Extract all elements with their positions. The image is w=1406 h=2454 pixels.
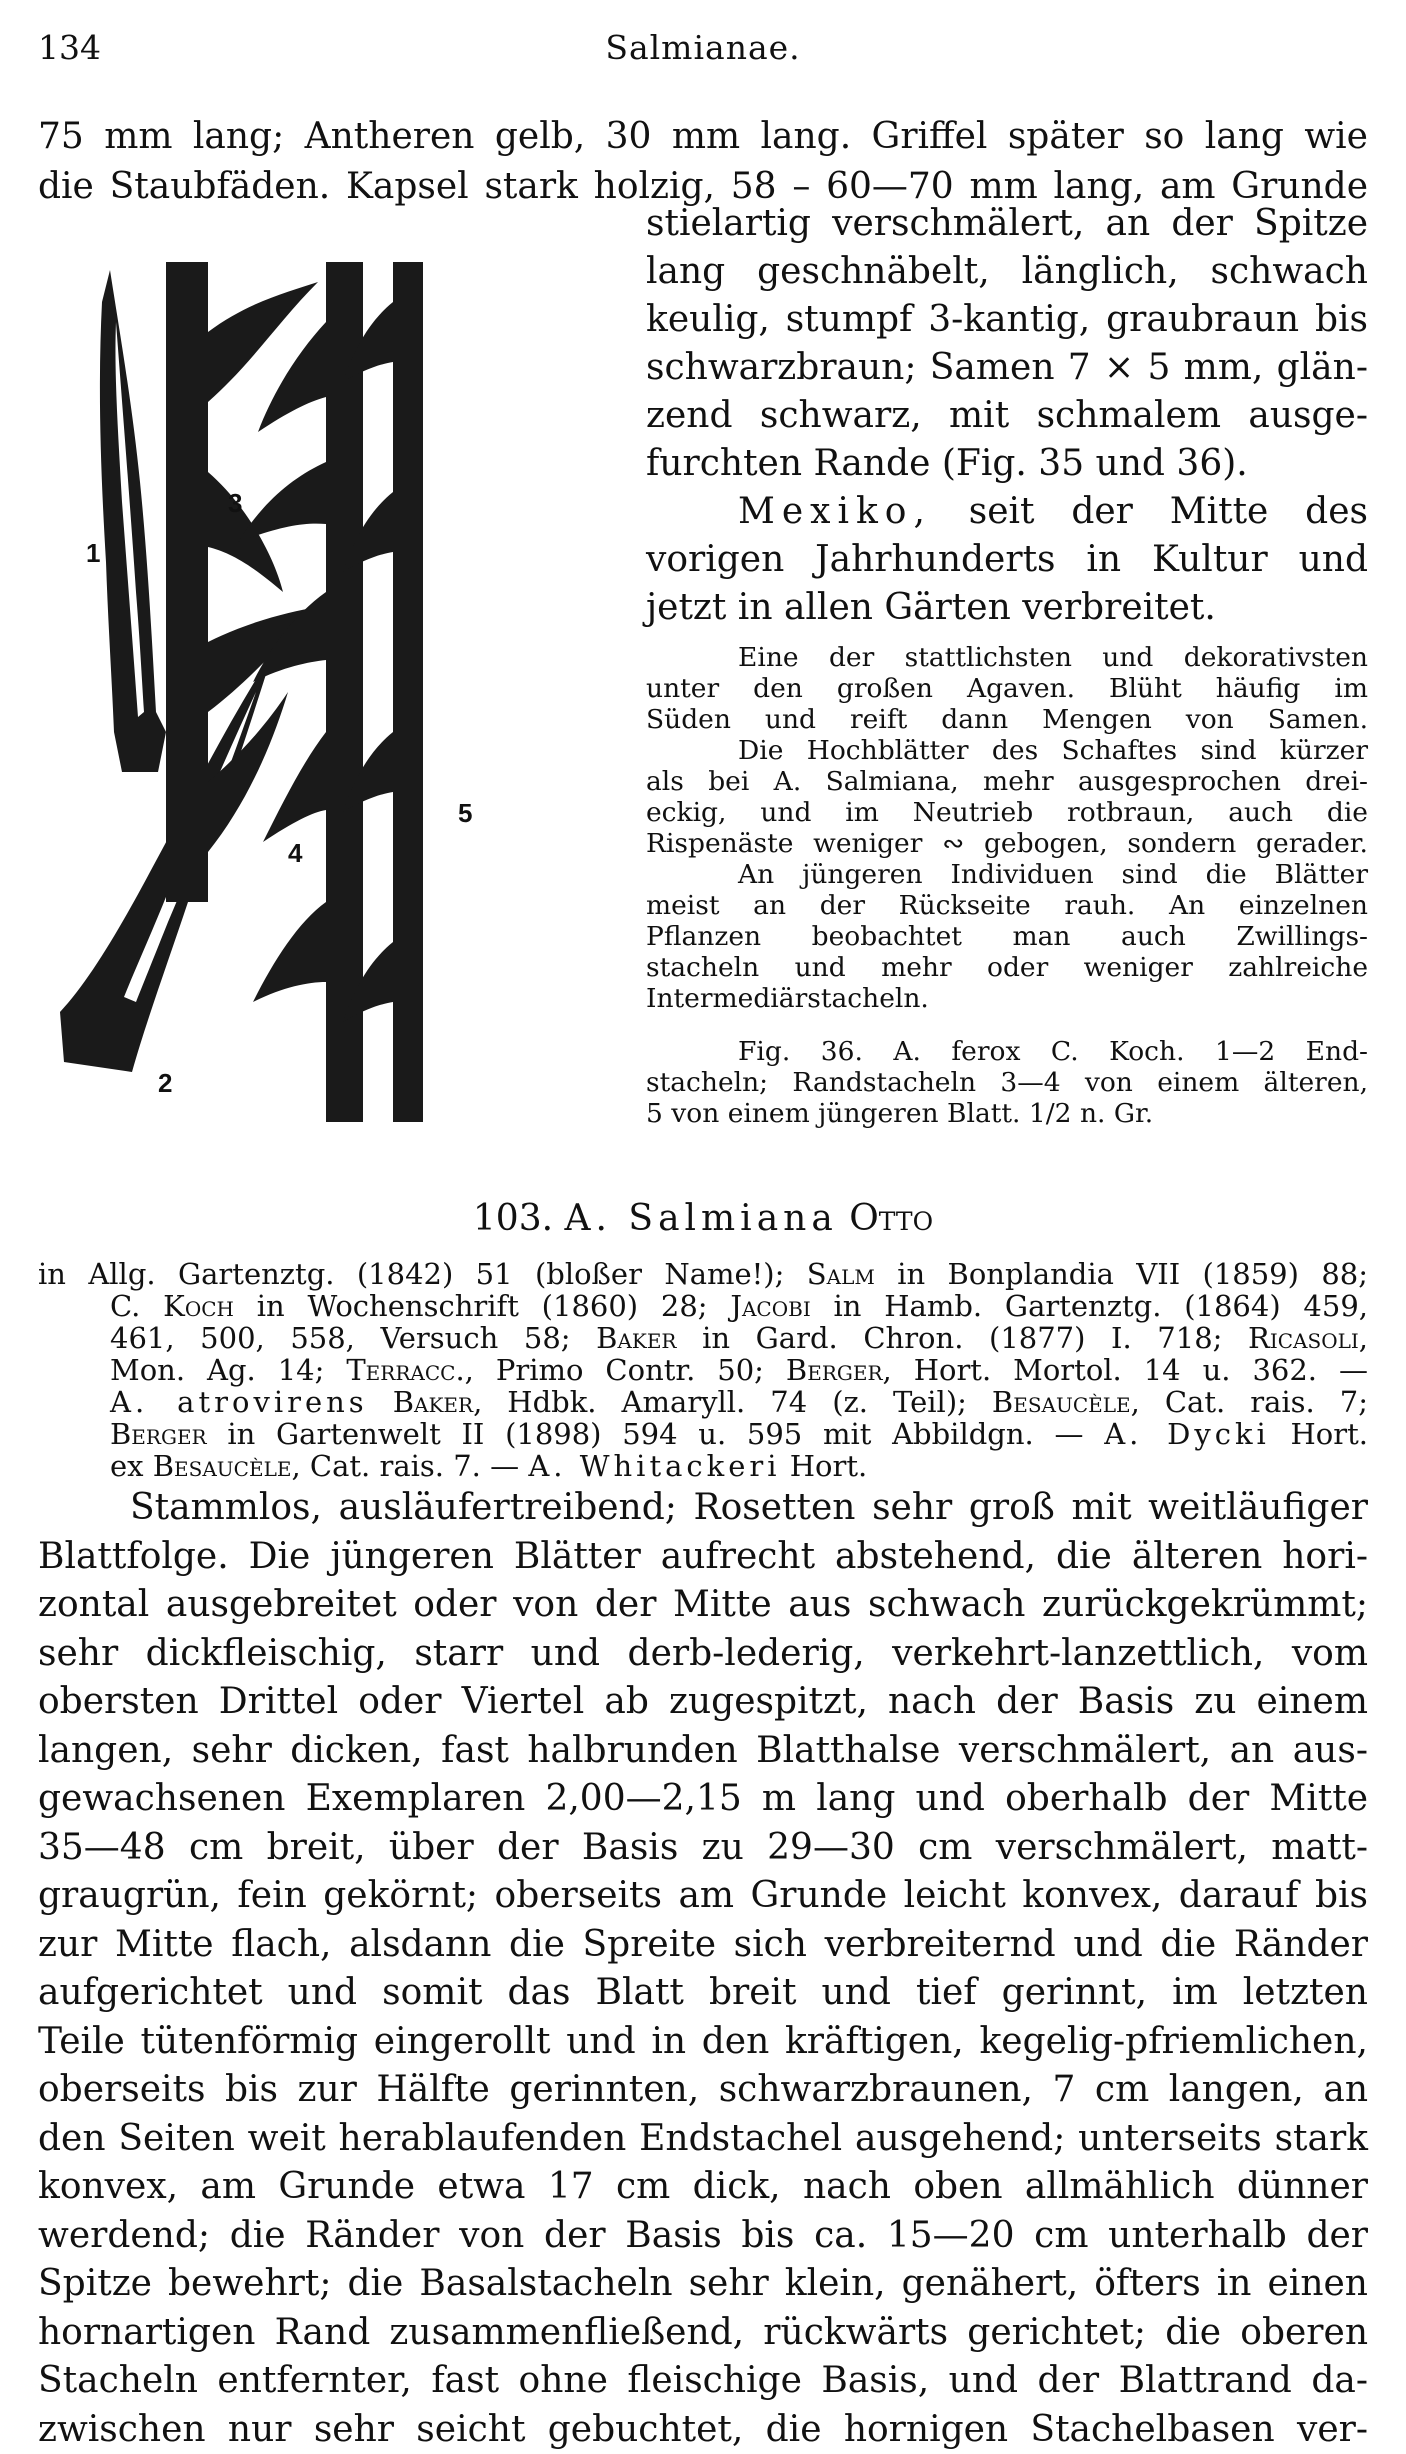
marginal-spine-4a [258,322,326,432]
text-line: Intermediärstacheln. [646,983,1368,1014]
reference-line: Mon. Ag. 14; Terracc., Primo Contr. 50; Berger, Hort. Mortol. 14 u. 362. — [38,1354,1368,1386]
text-line: graugrün, fein gekörnt; oberseits am Grunde leicht konvex, darauf bis [38,1872,1368,1921]
text-line: Rispenäste weniger ∾ gebogen, sondern gerader. [646,828,1368,859]
reference-line: Berger in Gartenwelt II (1898) 594 u. 595 mit Abbildgn. — A. Dycki Hort. [38,1418,1368,1450]
author-name: Berger [786,1353,883,1387]
distribution-paragraph [646,488,1368,632]
agave-spine-figure [58,262,603,1132]
running-head [38,28,1368,78]
text-line: sehr dickfleischig, starr und derb-lederig, verkehrt-lanzettlich, vom [38,1630,1368,1679]
notes-paragraph-1 [646,642,1368,735]
intro-text [38,112,1368,212]
distribution-region: Mexiko, [738,491,932,532]
author-name: Terracc. [346,1353,464,1387]
text-line: zontal ausgebreitet oder von der Mitte aus schwach zurückgekrümmt; [38,1581,1368,1630]
text-line: Die Hochblätter des Schaftes sind kürzer [646,735,1368,766]
text-line: werdend; die Ränder von der Basis bis ca. 15—20 cm unterhalb der [38,2212,1368,2261]
main-description [38,1484,1368,2454]
references [38,1258,1368,1482]
marginal-spine-4b [238,462,326,542]
text-line: zur Mitte flach, alsdann die Spreite sich verbreiternd und die Ränder [38,1921,1368,1970]
reference-line: C. Koch in Wochenschrift (1860) 28; Jacobi in Hamb. Gartenztg. (1864) 459, [38,1290,1368,1322]
text-line: zend schwarz, mit schmalem ausge- [646,392,1368,440]
text-line: Stammlos, ausläufertreibend; Rosetten sehr groß mit weitläufiger [38,1484,1368,1533]
text-line: Fig. 36. A. ferox C. Koch. 1—2 End- [646,1036,1368,1067]
text-line: Spitze bewehrt; die Basalstacheln sehr klein, genähert, öfters in einen [38,2260,1368,2309]
text-line: zwischen nur sehr seicht gebuchtet, die hornigen Stachelbasen ver- [38,2406,1368,2454]
synonym-name: A. Dycki [1104,1417,1270,1451]
text-line: lang geschnäbelt, länglich, schwach [646,248,1368,296]
figure-caption [646,1036,1368,1129]
text-line: obersten Drittel oder Viertel ab zugespitzt, nach der Basis zu einem [38,1678,1368,1727]
text-line: vorigen Jahrhunderts in Kultur und [646,536,1368,584]
text-line: hornartigen Rand zusammenfließend, rückwärts gerichtet; die oberen [38,2309,1368,2358]
text-line: langen, sehr dicken, fast halbrunden Blatthalse verschmälert, an aus- [38,1727,1368,1776]
text-line: den Seiten weit herablaufenden Endstachel ausgehend; unterseits stark [38,2115,1368,2164]
text-line: die Staubfäden. Kapsel stark holzig, 58 – 60—70 mm lang, am Grunde [38,162,1368,212]
text-line: Blattfolge. Die jüngeren Blätter aufrecht abstehend, die älteren hori- [38,1533,1368,1582]
author-name: Ricasoli [1248,1321,1359,1355]
text-line: eckig, und im Neutrieb rotbraun, auch die [646,797,1368,828]
author-name: Koch [163,1289,234,1323]
figure-label-3: 3 [228,488,242,518]
reference-line: in Allg. Gartenztg. (1842) 51 (bloßer Name!); Salm in Bonplandia VII (1859) 88; [38,1258,1368,1290]
reference-line: ex Besaucèle, Cat. rais. 7. — A. Whitackeri Hort. [38,1450,1368,1482]
capsule-description [646,200,1368,488]
terminal-spine-1 [100,270,166,772]
marginal-spine-4d [263,732,326,842]
marginal-spine-strip-5 [393,262,423,1122]
text-line: Eine der stattlichsten und dekorativsten [646,642,1368,673]
text-line: 75 mm lang; Antheren gelb, 30 mm lang. Griffel später so lang wie [38,112,1368,162]
text-line: meist an der Rückseite rauh. An einzelnen [646,890,1368,921]
running-title: Salmianae. [38,28,1368,67]
text-line: konvex, am Grunde etwa 17 cm dick, nach oben allmählich dünner [38,2163,1368,2212]
reference-line: A. atrovirens Baker, Hdbk. Amaryll. 74 (z. Teil); Besaucèle, Cat. rais. 7; [38,1386,1368,1418]
author-name: Besaucèle [153,1449,292,1483]
author-name: Baker [596,1321,676,1355]
text-line: schwarzbraun; Samen 7 × 5 mm, glän- [646,344,1368,392]
page-number: 134 [38,28,101,67]
text-line: gewachsenen Exemplaren 2,00—2,15 m lang und oberhalb der Mitte [38,1775,1368,1824]
author-name: Salm [807,1257,875,1291]
figure-label-5: 5 [458,798,472,828]
right-column [646,200,1368,1129]
species-author: Otto [849,1198,933,1239]
text-line: Pflanzen beobachtet man auch Zwillings- [646,921,1368,952]
species-heading [0,1198,1406,1239]
text-line: unter den großen Agaven. Blüht häufig im [646,673,1368,704]
text-line: jetzt in allen Gärten verbreitet. [646,584,1368,632]
marginal-spine-4e [253,902,326,1002]
author-name: Baker [393,1385,473,1419]
text-line: als bei A. Salmiana, mehr ausgesprochen drei- [646,766,1368,797]
synonym-name: A. Whitackeri [528,1449,780,1483]
text-line: Stacheln entfernter, fast ohne fleischige Basis, und der Blattrand da- [38,2357,1368,2406]
notes-paragraph-3 [646,859,1368,1014]
marginal-spine-strip-3 [166,262,208,902]
text-line: Süden und reift dann Mengen von Samen. [646,704,1368,735]
author-name: Besaucèle [992,1385,1131,1419]
species-number: 103. [473,1198,553,1239]
species-name: A. Salmiana [565,1198,838,1239]
text-line: stielartig verschmälert, an der Spitze [646,200,1368,248]
text-line: oberseits bis zur Hälfte gerinnten, schwarzbraunen, 7 cm langen, an [38,2066,1368,2115]
text-line: 35—48 cm breit, über der Basis zu 29—30 cm verschmälert, matt- [38,1824,1368,1873]
reference-line: 461, 500, 558, Versuch 58; Baker in Gard. Chron. (1877) I. 718; Ricasoli, [38,1322,1368,1354]
author-name: Jacobi [730,1289,810,1323]
synonym-name: A. atrovirens [110,1385,368,1419]
text-line: 5 von einem jüngeren Blatt. 1/2 n. Gr. [646,1098,1368,1129]
text-line: keulig, stumpf 3-kantig, graubraun bis [646,296,1368,344]
notes-paragraph-2 [646,735,1368,859]
figure-label-2: 2 [158,1068,172,1098]
text-line: An jüngeren Individuen sind die Blätter [646,859,1368,890]
figure-label-4: 4 [288,838,303,868]
text-line: stacheln und mehr oder weniger zahlreiche [646,952,1368,983]
text-line: aufgerichtet und somit das Blatt breit und tief gerinnt, im letzten [38,1969,1368,2018]
text-line: stacheln; Randstacheln 3—4 von einem älteren, [646,1067,1368,1098]
text-line: Teile tütenförmig eingerollt und in den kräftigen, kegelig-pfriemlichen, [38,2018,1368,2067]
author-name: Berger [110,1417,207,1451]
text-line: Mexiko, seit der Mitte des [646,488,1368,536]
text-line: furchten Rande (Fig. 35 und 36). [646,440,1368,488]
figure-label-1: 1 [86,538,100,568]
